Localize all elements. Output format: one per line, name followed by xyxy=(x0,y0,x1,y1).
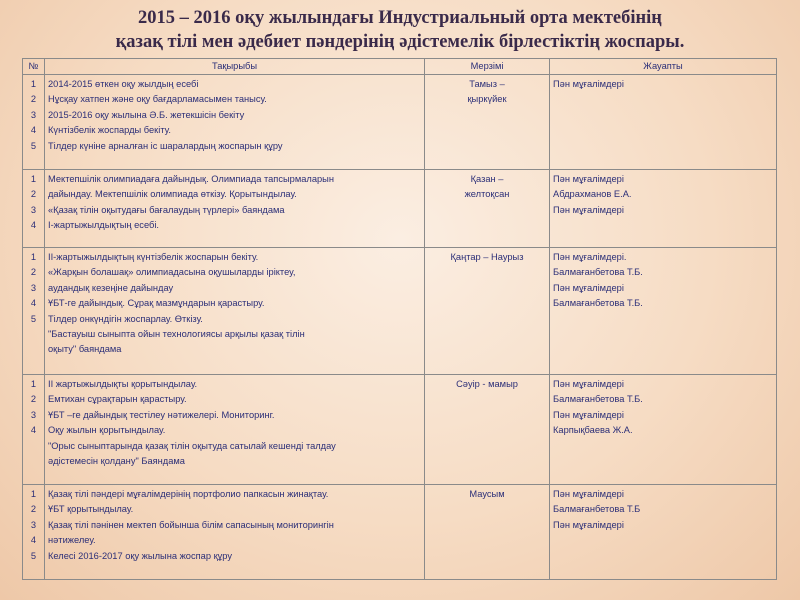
item-numbers-line: 1 xyxy=(30,174,37,184)
date-cell xyxy=(425,485,550,580)
topic-cell-line: Нұсқау хатпен және оқу бағдарламасымен танысу. xyxy=(48,94,267,105)
item-numbers xyxy=(23,485,45,580)
item-numbers-line: 5 xyxy=(30,313,37,324)
item-numbers-line: 4 xyxy=(30,425,37,436)
topic-cell-line: Оқу жылын қорытындылау. xyxy=(48,425,166,436)
item-numbers-line: 1 xyxy=(30,379,37,389)
item-numbers-line: 2 xyxy=(30,267,37,278)
header-topic: Тақырыбы xyxy=(45,59,425,75)
topic-cell xyxy=(45,75,425,170)
responsible-cell xyxy=(550,375,777,485)
responsible-cell-line: Карпықбаева Ж.А. xyxy=(553,425,633,436)
date-cell-line: Қаңтар – Наурыз xyxy=(450,252,524,262)
item-numbers-line: 5 xyxy=(30,550,37,561)
title-line-2: қазақ тілі мен әдебиет пәндерінің әдістемелік бірлестіктің жоспары. xyxy=(115,32,685,52)
responsible-cell-line: Пән мұғалімдері xyxy=(553,79,624,89)
table-row xyxy=(23,375,777,485)
table-row xyxy=(23,75,777,170)
topic-cell xyxy=(45,170,425,248)
item-numbers-line: 1 xyxy=(30,79,37,89)
table-header-row xyxy=(23,59,777,75)
topic-cell-line: «Жарқын болашақ» олимпиадасына оқушыларды іріктеу, xyxy=(48,267,296,278)
header-number: № xyxy=(23,59,45,75)
responsible-cell-line: Пән мұғалімдері xyxy=(553,519,624,530)
header-date: Мерзімі xyxy=(425,59,550,75)
item-numbers-line: 3 xyxy=(30,409,37,420)
item-numbers-line: 2 xyxy=(30,394,37,405)
item-numbers xyxy=(23,248,45,375)
responsible-cell xyxy=(550,75,777,170)
topic-cell-line: Мектепшілік олимпиадаға дайындық. Олимпиада тапсырмаларын xyxy=(48,174,334,184)
responsible-cell xyxy=(550,248,777,375)
responsible-cell xyxy=(550,170,777,248)
date-cell-line: желтоқсан xyxy=(464,189,510,200)
topic-cell-line: Қазақ тілі пәнінен мектеп бойынша білім сапасының мониторингін xyxy=(48,519,334,530)
item-numbers-line: 3 xyxy=(30,204,37,215)
item-numbers-line: 3 xyxy=(30,282,37,293)
responsible-cell xyxy=(550,485,777,580)
table-row xyxy=(23,485,777,580)
topic-cell-line: дайындау. Мектепшілік олимпиада өткізу. Қорытындылау. xyxy=(48,189,297,200)
item-numbers xyxy=(23,170,45,248)
date-cell-line: қыркүйек xyxy=(467,94,507,105)
topic-cell-line: ІІ-жартыжылдықтың күнтізбелік жоспарын бекіту. xyxy=(48,252,259,262)
responsible-cell-line: Пән мұғалімдері xyxy=(553,282,624,293)
topic-cell-line: әдістемесін қолдану" Баяндама xyxy=(48,456,185,467)
topic-cell-line: Емтихан сұрақтарын қарастыру. xyxy=(48,394,187,405)
topic-cell xyxy=(45,375,425,485)
topic-cell-line: 2014-2015 өткен оқу жылдың есебі xyxy=(48,79,199,89)
date-cell xyxy=(425,170,550,248)
header-responsible: Жауапты xyxy=(550,59,777,75)
responsible-cell-line: Пән мұғалімдері xyxy=(553,489,624,499)
page-title xyxy=(0,6,800,54)
title-line-1: 2015 – 2016 оқу жылындағы Индустриальный орта мектебінің xyxy=(138,8,662,28)
plan-table xyxy=(22,58,777,580)
item-numbers-line: 2 xyxy=(30,504,37,515)
topic-cell-line: оқыту" баяндама xyxy=(48,344,122,355)
topic-cell-line: ІІ жартыжылдықты қорытындылау. xyxy=(48,379,198,389)
item-numbers xyxy=(23,375,45,485)
responsible-cell-line: Пән мұғалімдері. xyxy=(553,252,627,262)
item-numbers-line: 1 xyxy=(30,489,37,499)
topic-cell xyxy=(45,485,425,580)
responsible-cell-line: Пән мұғалімдері xyxy=(553,204,624,215)
item-numbers-line: 4 xyxy=(30,535,37,546)
item-numbers-line: 4 xyxy=(30,125,37,136)
topic-cell-line: ҰБТ-ге дайындық. Сұрақ мазмұндарын қарастыру. xyxy=(48,298,265,309)
topic-cell-line: ҰБТ –ге дайындық тестілеу нәтижелері. Мониторинг. xyxy=(48,409,275,420)
topic-cell xyxy=(45,248,425,375)
item-numbers-line: 4 xyxy=(30,298,37,309)
responsible-cell-line: Балмағанбетова Т.Б. xyxy=(553,298,643,309)
responsible-cell-line: Балмағанбетова Т.Б. xyxy=(553,267,643,278)
date-cell-line: Тамыз – xyxy=(469,79,505,89)
item-numbers-line: 2 xyxy=(30,94,37,105)
date-cell-line: Маусым xyxy=(469,489,505,499)
topic-cell-line: І-жартыжылдықтың есебі. xyxy=(48,220,159,231)
item-numbers xyxy=(23,75,45,170)
date-cell xyxy=(425,75,550,170)
item-numbers-line: 5 xyxy=(30,140,37,151)
item-numbers-line: 3 xyxy=(30,519,37,530)
responsible-cell-line: Балмағанбетова Т.Б. xyxy=(553,394,643,405)
responsible-cell-line: Балмағанбетова Т.Б xyxy=(553,504,641,515)
topic-cell-line: Келесі 2016-2017 оқу жылына жоспар құру xyxy=(48,550,233,561)
topic-cell-line: «Қазақ тілін оқытудағы бағалаудың түрлері» баяндама xyxy=(48,204,285,215)
topic-cell-line: Тілдер күніне арналған іс шаралардың жоспарын құру xyxy=(48,140,283,151)
date-cell xyxy=(425,375,550,485)
table-row xyxy=(23,248,777,375)
date-cell-line: Сәуір - мамыр xyxy=(456,379,518,389)
date-cell-line: Қазан – xyxy=(470,174,504,184)
topic-cell-line: Күнтізбелік жоспарды бекіту. xyxy=(48,125,171,136)
table-row xyxy=(23,170,777,248)
item-numbers-line: 1 xyxy=(30,252,37,262)
responsible-cell-line: Абдрахманов Е.А. xyxy=(553,189,632,200)
topic-cell-line: 2015-2016 оқу жылына Ә.Б. жетекшісін бекіту xyxy=(48,109,245,120)
date-cell xyxy=(425,248,550,375)
topic-cell-line: Тілдер онкүндігін жоспарлау. Өткізу. xyxy=(48,313,203,324)
responsible-cell-line: Пән мұғалімдері xyxy=(553,409,624,420)
responsible-cell-line: Пән мұғалімдері xyxy=(553,174,624,184)
topic-cell-line: "Орыс сыныптарында қазақ тілін оқытуда сатылай кешенді талдау xyxy=(48,440,336,451)
responsible-cell-line: Пән мұғалімдері xyxy=(553,379,624,389)
item-numbers-line: 3 xyxy=(30,109,37,120)
topic-cell-line: Қазақ тілі пәндері мұғалімдерінің портфолио папкасын жинақтау. xyxy=(48,489,329,499)
item-numbers-line: 2 xyxy=(30,189,37,200)
topic-cell-line: нәтижелеу. xyxy=(48,535,96,546)
topic-cell-line: ҰБТ қорытындылау. xyxy=(48,504,134,515)
item-numbers-line: 4 xyxy=(30,220,37,231)
topic-cell-line: "Бастауыш сыныпта ойын технологиясы арқылы қазақ тілін xyxy=(48,329,305,340)
topic-cell-line: аудандық кезеңіне дайындау xyxy=(48,282,174,293)
